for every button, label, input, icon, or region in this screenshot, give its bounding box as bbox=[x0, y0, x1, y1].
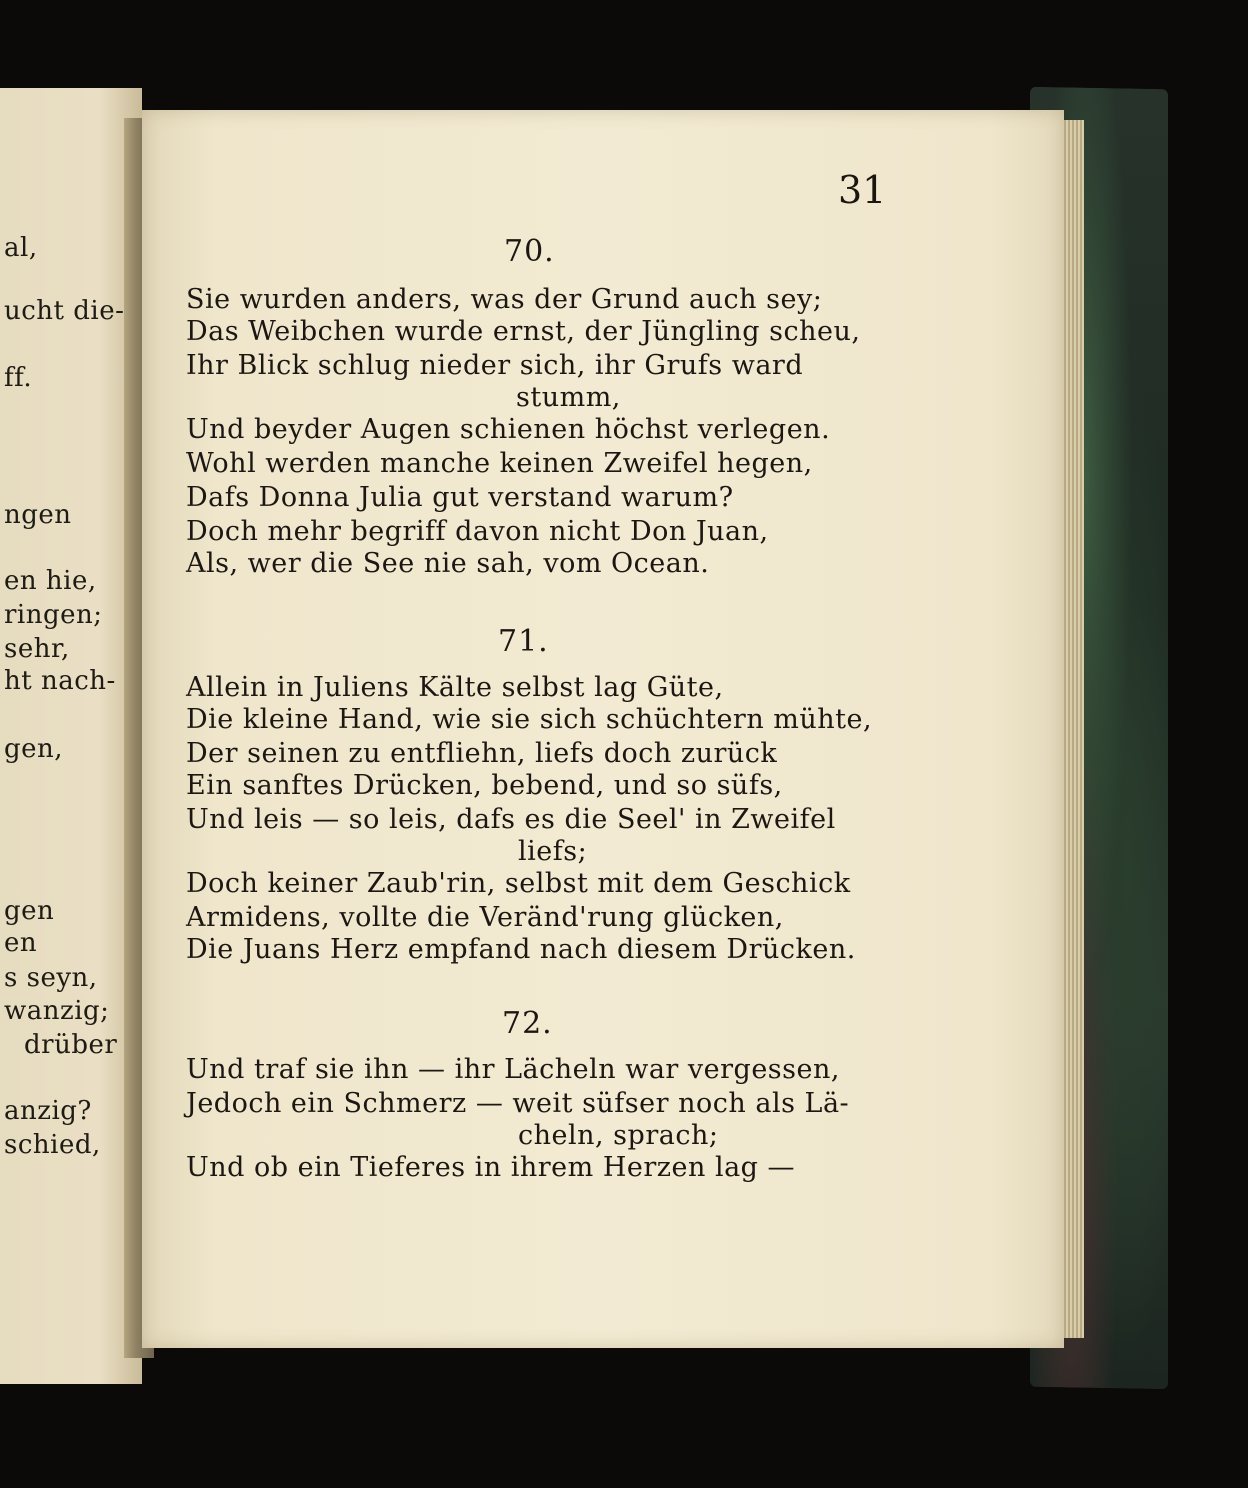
left-page-fragment: en hie, bbox=[4, 566, 97, 596]
stanza-number: 71. bbox=[498, 624, 549, 659]
verse-line: Das Weibchen wurde ernst, der Jüngling scheu, bbox=[186, 316, 861, 347]
verse-line: Wohl werden manche keinen Zweifel hegen, bbox=[186, 448, 813, 479]
verse-line: Als, wer die See nie sah, vom Ocean. bbox=[186, 548, 710, 579]
verse-line: Und leis — so leis, dafs es die Seel' in Zweifel bbox=[186, 804, 836, 835]
verse-line: Armidens, vollte die Veränd'rung glücken, bbox=[186, 902, 784, 933]
verse-line: Doch mehr begriff davon nicht Don Juan, bbox=[186, 516, 769, 547]
stanza-number: 72. bbox=[502, 1006, 553, 1041]
page-number: 31 bbox=[838, 168, 887, 212]
verse-line: Ihr Blick schlug nieder sich, ihr Grufs ward bbox=[186, 350, 804, 381]
left-page-fragment: drüber bbox=[24, 1030, 118, 1060]
left-page-fragment: anzig? bbox=[4, 1096, 92, 1126]
verse-line: Allein in Juliens Kälte selbst lag Güte, bbox=[186, 672, 724, 703]
verse-line: stumm, bbox=[516, 382, 621, 413]
verse-line: Dafs Donna Julia gut verstand warum? bbox=[186, 482, 734, 513]
left-page-fragment: ringen; bbox=[4, 600, 103, 630]
verse-line: Jedoch ein Schmerz — weit süfser noch als Lä- bbox=[186, 1088, 850, 1119]
left-page-fragment: ht nach- bbox=[4, 666, 116, 696]
left-page-fragment: gen bbox=[4, 896, 55, 926]
left-page-fragment: al, bbox=[4, 233, 38, 263]
verse-line: Die Juans Herz empfand nach diesem Drücken. bbox=[186, 934, 856, 965]
left-page-fragment: schied, bbox=[4, 1130, 101, 1160]
left-page-fragment: sehr, bbox=[4, 634, 70, 664]
left-page-fragment: s seyn, bbox=[4, 963, 98, 993]
left-page-fragment: gen, bbox=[4, 734, 64, 764]
left-page-fragment: ngen bbox=[4, 500, 72, 530]
verse-line: Die kleine Hand, wie sie sich schüchtern mühte, bbox=[186, 704, 873, 735]
left-page-fragment: ff. bbox=[4, 363, 33, 393]
verse-line: Doch keiner Zaub'rin, selbst mit dem Geschick bbox=[186, 868, 851, 899]
verse-line: Und traf sie ihn — ihr Lächeln war vergessen, bbox=[186, 1054, 840, 1085]
verse-line: Und beyder Augen schienen höchst verlegen. bbox=[186, 414, 831, 445]
verse-line: Ein sanftes Drücken, bebend, und so süfs, bbox=[186, 770, 783, 801]
page-block-edges bbox=[1062, 120, 1084, 1338]
verse-line: Der seinen zu entfliehn, liefs doch zurück bbox=[186, 738, 778, 769]
left-page-fragment: ucht die- bbox=[4, 296, 125, 326]
verse-line: cheln, sprach; bbox=[518, 1120, 719, 1151]
verse-line: Sie wurden anders, was der Grund auch sey; bbox=[186, 284, 823, 315]
left-page-fragment: wanzig; bbox=[4, 996, 110, 1026]
book-page bbox=[142, 110, 1064, 1348]
stanza-number: 70. bbox=[504, 234, 555, 269]
verse-line: liefs; bbox=[518, 836, 588, 867]
verse-line: Und ob ein Tieferes in ihrem Herzen lag — bbox=[186, 1152, 796, 1183]
left-page-fragment: en bbox=[4, 928, 38, 958]
left-page bbox=[0, 88, 142, 1384]
